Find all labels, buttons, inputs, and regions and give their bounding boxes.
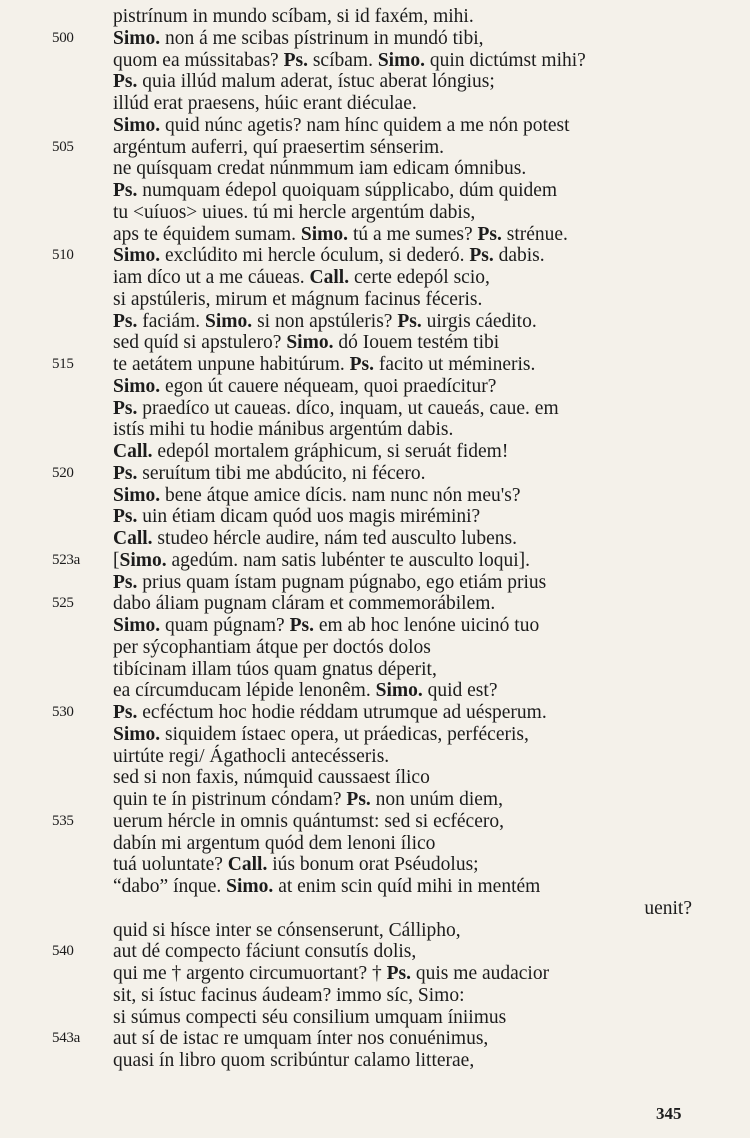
verse-line: [0, 71, 750, 93]
line-number: 525: [52, 595, 74, 612]
verse-segment: si apstúleris, mirum et mágnum facinus féceris.: [113, 288, 483, 310]
verse-line: [0, 1050, 750, 1072]
verse-segment: quasi ín libro quom scribúntur calamo litterae,: [113, 1050, 475, 1071]
verse-line: [0, 485, 750, 507]
verse-segment: dabo áliam pugnam cláram et commemorábilem.: [113, 593, 496, 615]
verse-text-line: [113, 572, 692, 594]
verse-text-line: [113, 180, 692, 202]
verse-text-line: [113, 659, 692, 681]
verse-segment: dabis.: [493, 245, 545, 267]
speaker-label: Simo.: [113, 27, 161, 49]
verse-segment: sed si non faxis, númquid caussaest ílico: [113, 767, 430, 789]
verse-line: [0, 1007, 750, 1029]
verse-line: [0, 180, 750, 202]
verse-text-line: [113, 702, 692, 724]
verse-segment: per sýcophantiam átque per doctós dolos: [113, 636, 431, 658]
speaker-label: Ps.: [283, 49, 308, 71]
verse-segment: te aetátem unpune habitúrum.: [113, 354, 350, 375]
verse-segment: quid si hísce inter se cónsenserunt, Cállipho,: [113, 919, 461, 941]
verse-line: [0, 311, 750, 333]
verse-segment: si súmus compecti séu consilium umquam íniimus: [113, 1006, 507, 1028]
verse-line: [0, 659, 750, 681]
verse-segment: dó Iouem testém tibi: [333, 332, 500, 354]
verse-line: [0, 985, 750, 1007]
verse-segment: quom ea mússitabas?: [113, 49, 284, 71]
verse-line: [0, 6, 750, 28]
verse-line: [0, 615, 750, 637]
line-number: 530: [52, 704, 74, 720]
speaker-label: Simo.: [226, 876, 274, 897]
speaker-label: Ps.: [346, 789, 371, 810]
verse-text-line: [113, 289, 692, 311]
speaker-label: Simo.: [113, 375, 161, 397]
verse-segment: sit, si ístuc facinus áudeam? immo síc, Simo:: [113, 984, 465, 1006]
verse-segment: quid est?: [422, 680, 498, 702]
verse-text-line: [113, 419, 692, 441]
verse-segment: scíbam.: [307, 49, 378, 71]
verse-text-line: [113, 115, 692, 137]
verse-line: [0, 593, 750, 615]
verse-segment: edepól mortalem gráphicum, si seruát fidem!: [152, 441, 509, 462]
verse-segment: uerum hércle in omnis quántumst: sed si ecfécero,: [113, 810, 504, 832]
verse-segment: seruítum tibi me abdúcito, ni fécero.: [137, 462, 426, 484]
verse-text-line: [113, 637, 692, 659]
speaker-label: Ps.: [113, 462, 138, 484]
verse-segment: tibícinam illam túos quam gnatus déperit,: [113, 658, 437, 680]
speaker-label: Simo.: [119, 549, 167, 571]
verse-segment: sed quíd si apstulero?: [113, 332, 287, 354]
verse-text-line: [113, 528, 692, 550]
verse-segment: dabín mi argentum quód dem lenoni ílico: [113, 832, 436, 854]
verse-segment: facito ut mémineris.: [374, 354, 536, 375]
line-number: 500: [52, 29, 74, 46]
verse-segment: si non apstúleris?: [252, 310, 398, 332]
verse-text-line: [113, 463, 692, 485]
verse-line: [0, 267, 750, 289]
verse-text-line: [113, 158, 692, 180]
verse-segment: argéntum auferri, quí praesertim sénserim.: [113, 136, 445, 158]
speaker-label: Call.: [113, 441, 153, 462]
verse-text-line: [113, 354, 692, 376]
verse-segment: em ab hoc lenóne uicinó tuo: [313, 615, 540, 636]
verse-text-line: [113, 1028, 692, 1050]
verse-segment: iús bonum orat Pséudolus;: [267, 854, 479, 876]
verse-segment: agedúm. nam satis lubénter te ausculto loqui].: [166, 549, 531, 571]
verse-segment: istís mihi tu hodie mánibus argentúm dabis.: [113, 419, 454, 441]
verse-segment: egon út cauere néqueam, quoi praedícitur?: [160, 375, 497, 397]
verse-text-line: [113, 876, 692, 898]
verse-text-line: [113, 1050, 692, 1072]
line-number: 540: [52, 943, 74, 960]
speaker-label: Ps.: [477, 223, 502, 245]
verse-text-line: [113, 898, 692, 920]
verse-text-line: [113, 767, 692, 789]
verse-segment: illúd erat praesens, húic erant diéculae.: [113, 93, 417, 114]
verse-segment: studeo hércle audire, nám ted ausculto lubens.: [152, 528, 517, 549]
verse-segment: uirtúte regi/ Ágathocli antecésseris.: [113, 745, 390, 767]
verse-segment: quid núnc agetis? nam hínc quidem a me nón potest: [160, 114, 570, 136]
verse-segment: quam púgnam?: [160, 615, 290, 636]
verse-text-line: [113, 71, 692, 93]
speaker-label: Simo.: [113, 615, 161, 636]
speaker-label: Call.: [113, 528, 153, 549]
line-number: 505: [52, 138, 74, 155]
verse-text-line: [113, 985, 692, 1007]
verse-line: [0, 158, 750, 180]
verse-text-line: [113, 376, 692, 398]
speaker-label: Ps.: [113, 702, 138, 723]
speaker-label: Ps.: [397, 310, 422, 332]
verse-segment: praedíco ut caueas. díco, inquam, ut caueás, caue. em: [137, 397, 559, 419]
verse-text-line: [113, 224, 692, 246]
verse-segment: iam díco ut a me cáueas.: [113, 267, 310, 288]
verse-line: [0, 941, 750, 963]
verse-segment: uin étiam dicam quód uos magis miréminі?: [137, 506, 481, 528]
verse-text-line: [113, 202, 692, 224]
speaker-label: Ps.: [113, 571, 138, 593]
speaker-label: Simo.: [377, 49, 425, 71]
verse-segment: ecféctum hoc hodie réddam utrumque ad uésperum.: [137, 702, 547, 723]
verse-line: [0, 419, 750, 441]
speaker-label: Call.: [309, 267, 350, 288]
speaker-label: Ps.: [113, 71, 138, 93]
verse-segment: exclúdito mi hercle óculum, si dederó.: [160, 245, 470, 267]
speaker-label: Simo.: [113, 484, 161, 506]
verse-line: [0, 506, 750, 528]
verse-line: [0, 746, 750, 768]
verse-segment: siquidem ístaec opera, ut práedicas, perféceris,: [160, 723, 529, 745]
verse-text-line: [113, 50, 692, 72]
verse-segment: strénue.: [501, 223, 568, 245]
verse-text-line: [113, 6, 692, 28]
speaker-label: Ps.: [469, 245, 494, 267]
speaker-label: Ps.: [113, 310, 138, 332]
speaker-label: Simo.: [375, 680, 423, 702]
speaker-label: Simo.: [205, 310, 253, 332]
verse-text-line: [113, 28, 692, 50]
verse-text-line: [113, 1007, 692, 1029]
verse-line: [0, 724, 750, 746]
verse-line: [0, 528, 750, 550]
verse-segment: aps te équidem sumam.: [113, 223, 301, 245]
speaker-label: Simo.: [113, 245, 161, 267]
verse-line: [0, 50, 750, 72]
speaker-label: Call.: [227, 854, 268, 876]
verse-text-line: [113, 398, 692, 420]
verse-segment: pistrínum in mundo scíbam, si id faxém, mihi.: [113, 6, 474, 27]
verse-text-line: [113, 137, 692, 159]
verse-line: [0, 963, 750, 985]
verse-segment: ea círcumducam lépide lenonêm.: [113, 680, 376, 702]
verse-line: [0, 920, 750, 942]
verse-segment: quis me audacior: [411, 963, 550, 984]
verse-text-line: [113, 920, 692, 942]
verse-line: [0, 93, 750, 115]
verse-text-line: [113, 593, 692, 615]
verse-segment: numquam édepol quoiquam súpplicabo, dúm quidem: [137, 180, 558, 201]
verse-segment: [: [113, 549, 120, 571]
line-number: 520: [52, 464, 74, 481]
speaker-label: Ps.: [113, 506, 138, 528]
verse-segment: uenit?: [644, 897, 692, 919]
verse-text-line: [113, 854, 692, 876]
speaker-label: Ps.: [386, 963, 412, 984]
verse-text-line: [113, 746, 692, 768]
verse-line: [0, 332, 750, 354]
verse-line: [0, 637, 750, 659]
verse-line: [0, 572, 750, 594]
verse-line: [0, 137, 750, 159]
verse-line: [0, 28, 750, 50]
verse-text-line: [113, 789, 692, 811]
verse-line: [0, 702, 750, 724]
verse-segment: faciám.: [137, 310, 206, 332]
verse-text-line: [113, 441, 692, 463]
verse-segment: quin te ín pistrinum cóndam?: [113, 789, 347, 810]
verse-segment: uirgis cáedito.: [421, 310, 537, 332]
line-number: 523a: [52, 551, 80, 568]
verse-segment: ne quísquam credat núnmmum iam edicam ómnibus.: [113, 158, 527, 180]
verse-line: [0, 876, 750, 898]
verse-line: [0, 354, 750, 376]
verse-line: [0, 441, 750, 463]
verse-segment: aut dé compecto fáciunt consutís dolis,: [113, 941, 417, 963]
verse-line: [0, 289, 750, 311]
speaker-label: Simo.: [300, 223, 349, 245]
speaker-label: Ps.: [113, 180, 138, 201]
verse-text-line: [113, 267, 692, 289]
verse-text-line: [113, 811, 692, 833]
verse-text-line: [113, 311, 692, 333]
speaker-label: Ps.: [289, 615, 314, 636]
verse-line: [0, 550, 750, 572]
verse-segment: qui me † argento circumuortant? †: [113, 963, 387, 984]
verse-segment: tuá uoluntate?: [113, 854, 228, 876]
line-number: 543a: [52, 1030, 80, 1047]
verse-segment: tu <uíuos> uiues. tú mi hercle argentúm dabis,: [113, 201, 476, 223]
verse-text-line: [113, 724, 692, 746]
verse-line: [0, 115, 750, 137]
speaker-label: Simo.: [286, 332, 334, 354]
verse-segment: “dabo” ínque.: [113, 876, 227, 897]
verse-text-line: [113, 833, 692, 855]
verse-text-line: [113, 245, 692, 267]
verse-text-line: [113, 550, 692, 572]
speaker-label: Simo.: [113, 114, 161, 136]
speaker-label: Simo.: [113, 723, 161, 745]
verse-line: [0, 898, 750, 920]
verse-line: [0, 1028, 750, 1050]
speaker-label: Ps.: [113, 397, 138, 419]
verse-line: [0, 680, 750, 702]
verse-text-line: [113, 485, 692, 507]
verse-segment: bene átque amice dícis. nam nunc nón meu's?: [160, 484, 521, 506]
verse-text-line: [113, 941, 692, 963]
verse-segment: quia illúd malum aderat, ístuc aberat lóngius;: [137, 71, 495, 93]
verse-line: [0, 245, 750, 267]
verse-line: [0, 767, 750, 789]
speaker-label: Ps.: [349, 354, 375, 375]
verse-text-line: [113, 506, 692, 528]
verse-segment: tú a me sumes?: [348, 223, 478, 245]
verse-line: [0, 398, 750, 420]
line-number: 515: [52, 356, 74, 372]
line-number: 510: [52, 247, 74, 264]
verse-line: [0, 854, 750, 876]
verse-text-line: [113, 615, 692, 637]
page-number: 345: [656, 1104, 682, 1123]
verse-text-line: [113, 963, 692, 985]
verse-line: [0, 789, 750, 811]
line-number: 535: [52, 812, 74, 829]
verse-line: [0, 833, 750, 855]
verse-segment: non unúm diem,: [370, 789, 503, 810]
verse-line: [0, 376, 750, 398]
verse-line: [0, 811, 750, 833]
verse-line: [0, 202, 750, 224]
verse-line: [0, 463, 750, 485]
verse-text-line: [113, 332, 692, 354]
verse-segment: non á me scibas pístrinum in mundó tibi,: [160, 27, 484, 49]
verse-segment: certe edepól scio,: [349, 267, 490, 288]
verse-segment: quin dictúmst mihi?: [424, 49, 586, 71]
verse-line: [0, 224, 750, 246]
verse-segment: at enim scin quíd mihi in mentém: [273, 876, 541, 897]
verse-text: [0, 6, 750, 1072]
verse-segment: prius quam ístam pugnam púgnabo, ego etiám prius: [137, 571, 547, 593]
verse-segment: aut sí de istac re umquam ínter nos conuénimus,: [113, 1028, 489, 1050]
verse-text-line: [113, 93, 692, 115]
verse-text-line: [113, 680, 692, 702]
